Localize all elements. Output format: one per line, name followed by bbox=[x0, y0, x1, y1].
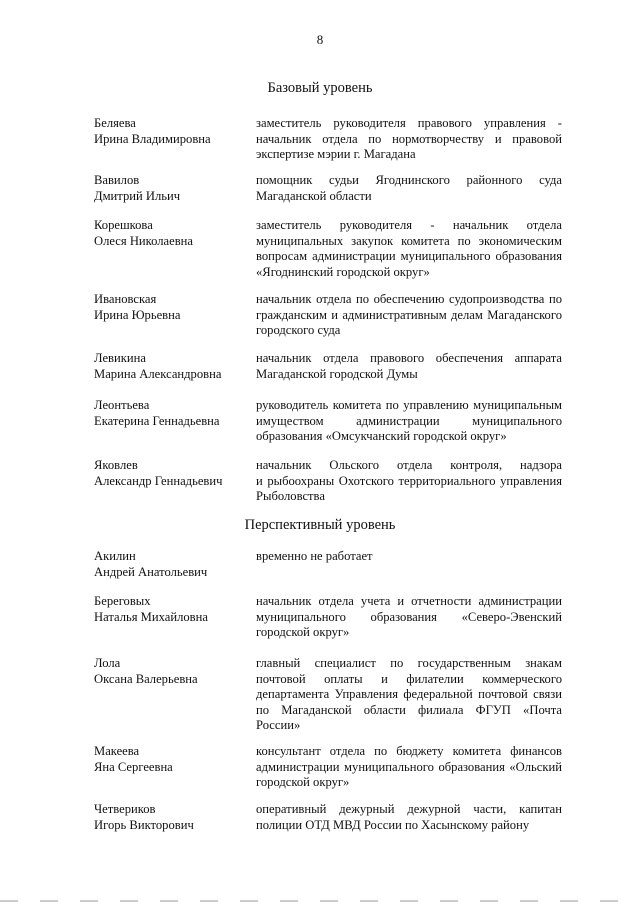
given-name-patronymic: Яна Сергеевна bbox=[94, 759, 173, 774]
given-name-patronymic: Оксана Валерьевна bbox=[94, 671, 198, 686]
position-line: заместитель руководителя - начальник отдела bbox=[256, 218, 562, 232]
position-line: гражданским и административным делам Магаданского bbox=[256, 307, 562, 322]
position-line: городской округ» bbox=[256, 775, 350, 789]
position-line: помощник судьи Ягоднинского районного суда bbox=[256, 173, 562, 187]
member-position bbox=[256, 656, 562, 734]
position-line: Магаданской городской Думы bbox=[256, 366, 418, 381]
position-line: консультант отдела по бюджету комитета финансов bbox=[256, 744, 562, 758]
member-name bbox=[94, 351, 254, 382]
given-name-patronymic: Екатерина Геннадьевна bbox=[94, 413, 220, 428]
position-line: начальник Ольского отдела контроля, надзора bbox=[256, 458, 562, 472]
surname: Ивановская bbox=[94, 292, 157, 306]
surname: Макеева bbox=[94, 744, 140, 758]
member-position bbox=[256, 802, 562, 833]
position-line: главный специалист по государственным знакам bbox=[256, 656, 562, 670]
member-position bbox=[256, 292, 562, 339]
surname: Вавилов bbox=[94, 173, 140, 187]
given-name-patronymic: Олеся Николаевна bbox=[94, 233, 193, 248]
position-line: вопросам администрации муниципального образования bbox=[256, 249, 562, 263]
position-line: оперативный дежурный дежурной части, капитан bbox=[256, 802, 562, 816]
surname: Береговых bbox=[94, 594, 151, 608]
surname: Яковлев bbox=[94, 458, 138, 472]
position-line: Рыболовства bbox=[256, 489, 325, 503]
given-name-patronymic: Марина Александровна bbox=[94, 366, 222, 381]
section-title: Перспективный уровень bbox=[244, 517, 396, 533]
position-line: начальник отдела учета и отчетности администрации bbox=[256, 594, 562, 608]
member-name bbox=[94, 549, 254, 580]
member-position bbox=[256, 744, 562, 791]
position-line: образования «Омсукчанский городской округ» bbox=[256, 429, 507, 443]
member-position bbox=[256, 351, 562, 382]
position-line: начальник отдела правового обеспечения аппарата bbox=[256, 351, 562, 365]
member-position bbox=[256, 594, 562, 641]
member-name bbox=[94, 292, 254, 323]
member-position bbox=[256, 116, 562, 163]
position-line: городской округ» bbox=[256, 625, 350, 639]
given-name-patronymic: Дмитрий Ильич bbox=[94, 188, 181, 203]
position-line: заместитель руководителя правового управления - bbox=[256, 116, 562, 130]
member-name bbox=[94, 802, 254, 833]
member-name bbox=[94, 594, 254, 625]
member-name bbox=[94, 458, 254, 489]
member-position bbox=[256, 218, 562, 280]
given-name-patronymic: Наталья Михайловна bbox=[94, 609, 208, 624]
member-name bbox=[94, 744, 254, 775]
member-position bbox=[256, 458, 562, 505]
position-line: руководитель комитета по управлению муниципальным bbox=[256, 398, 562, 412]
given-name-patronymic: Андрей Анатольевич bbox=[94, 564, 208, 579]
member-position bbox=[256, 549, 562, 565]
surname: Лола bbox=[94, 656, 121, 670]
member-name bbox=[94, 116, 254, 147]
member-position bbox=[256, 173, 562, 204]
position-line: муниципального образования «Северо-Эвенский bbox=[256, 609, 562, 624]
position-line: временно не работает bbox=[256, 549, 373, 563]
position-line: начальник отдела по нормотворчеству и правовой bbox=[256, 131, 562, 146]
surname: Четвериков bbox=[94, 802, 156, 816]
given-name-patronymic: Ирина Владимировна bbox=[94, 131, 211, 146]
position-line: администрации муниципального образования «Ольский bbox=[256, 759, 562, 774]
position-line: по Магаданской области филиала ФГУП «Почта bbox=[256, 702, 562, 717]
member-name bbox=[94, 398, 254, 429]
given-name-patronymic: Игорь Викторович bbox=[94, 817, 194, 832]
position-line: Магаданской области bbox=[256, 188, 372, 203]
page-number: 8 bbox=[316, 32, 324, 47]
position-line: России» bbox=[256, 718, 301, 732]
section-title: Базовый уровень bbox=[267, 80, 373, 96]
position-line: имуществом администрации муниципального bbox=[256, 413, 562, 428]
position-line: полиции ОТД МВД России по Хасынскому району bbox=[256, 817, 530, 832]
position-line: городского суда bbox=[256, 323, 341, 337]
scan-edge-rule bbox=[0, 900, 640, 902]
surname: Леонтьева bbox=[94, 398, 150, 412]
position-line: «Ягоднинский городской округ» bbox=[256, 264, 430, 279]
position-line: муниципальных закупок комитета по экономическим bbox=[256, 233, 562, 248]
surname: Левикина bbox=[94, 351, 146, 365]
given-name-patronymic: Александр Геннадьевич bbox=[94, 473, 223, 488]
position-line: экспертизе мэрии г. Магадана bbox=[256, 147, 416, 161]
member-position bbox=[256, 398, 562, 445]
member-name bbox=[94, 656, 254, 687]
member-name bbox=[94, 218, 254, 249]
position-line: начальник отдела по обеспечению судопроизводства по bbox=[256, 292, 562, 306]
surname: Акилин bbox=[94, 549, 136, 563]
member-name bbox=[94, 173, 254, 204]
position-line: почтовой оплаты и филателии коммерческого bbox=[256, 671, 562, 686]
surname: Беляева bbox=[94, 116, 136, 130]
position-line: департамента Управления федеральной почтовой связи bbox=[256, 687, 562, 701]
position-line: и рыбоохраны Охотского территориального управления bbox=[256, 473, 562, 488]
surname: Корешкова bbox=[94, 218, 153, 232]
given-name-patronymic: Ирина Юрьевна bbox=[94, 307, 181, 322]
